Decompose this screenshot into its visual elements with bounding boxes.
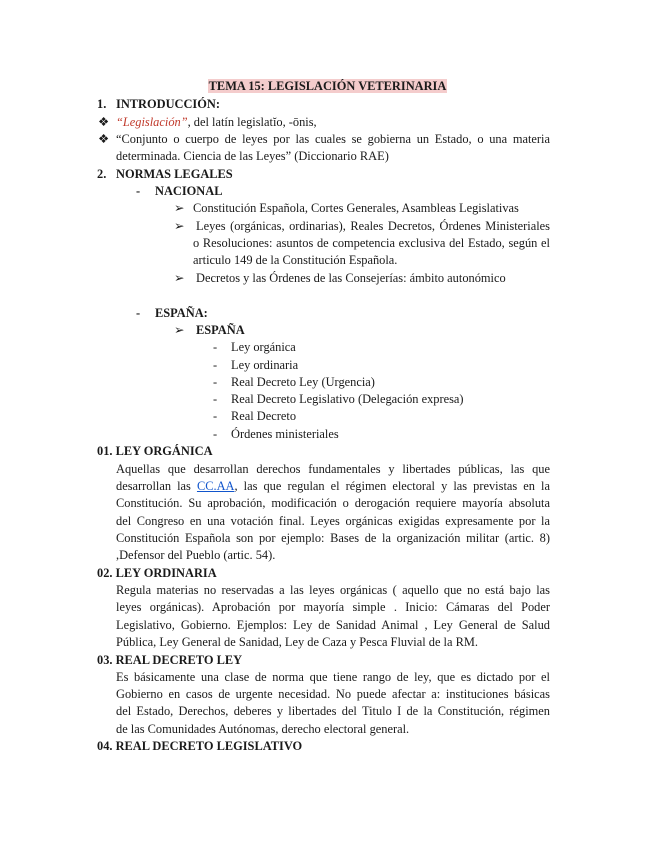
nacional-item-3: Decretos y las Órdenes de las Consejerías: ámbito autonómico — [196, 271, 506, 285]
dash-bullet: - — [213, 409, 218, 423]
diamond-bullet-icon: ❖ — [98, 132, 110, 146]
section-03-line: del Estado, Derechos, deberes y libertades del Titulo I de la Constitución, régimen — [116, 704, 550, 718]
section-04-heading: 04. REAL DECRETO LEGISLATIVO — [97, 739, 303, 753]
section-03-heading: 03. REAL DECRETO LEY — [97, 653, 243, 667]
section-01-line: del Congreso en una votación final. Leyes orgánicas exigidas expresamente por la — [116, 514, 550, 528]
section-03-line: de las Comunidades Autónomas, derecho electoral general. — [116, 722, 410, 736]
nacional-heading: NACIONAL — [155, 184, 223, 198]
espana-heading: ESPAÑA: — [155, 306, 208, 320]
intro-bullet-2-line1: “Conjunto o cuerpo de leyes por las cuales se gobierna un Estado, o una materia — [116, 132, 550, 146]
intro-heading: INTRODUCCIÓN: — [116, 97, 220, 111]
espana-subheading: ESPAÑA — [196, 323, 245, 337]
section-01-line: ,Defensor del Pueblo (artic. 54). — [116, 548, 276, 562]
dash-bullet: - — [213, 375, 218, 389]
section-03-line: Gobierno en casos de urgente necesidad. No puede afectar a: instituciones básicas — [116, 687, 550, 701]
dash-bullet: - — [213, 392, 218, 406]
nacional-item-2-line3: articulo 149 de la Constitución Española. — [193, 253, 398, 267]
nacional-item-1: Constitución Española, Cortes Generales, Asambleas Legislativas — [193, 201, 519, 215]
section-02-line: Legislativo, Gobierno. Ejemplos: Ley de Sanidad Animal , Ley General de Salud — [116, 618, 550, 632]
section-01-line: desarrollan las CC.AA, las que regulan el régimen electoral y las previstas en la — [116, 479, 550, 493]
normas-number: 2. — [97, 167, 107, 181]
dash-bullet: - — [136, 306, 141, 320]
section-01-line: Aquellas que desarrollan derechos fundamentales y libertades públicas, las que — [116, 462, 550, 476]
legislacion-term: “Legislación” — [116, 115, 188, 129]
nacional-item-2-line1: Leyes (orgánicas, ordinarias), Reales Decretos, Órdenes Ministeriales — [196, 219, 550, 233]
dash-bullet: - — [213, 340, 218, 354]
intro-bullet-1: “Legislación”, del latín legislatĭo, -ōnis, — [116, 115, 317, 129]
section-02-line: Pública, Ley General de Sanidad, Ley de Caza y Pesca Fluvial de la RM. — [116, 635, 478, 649]
arrow-bullet-icon: ➢ — [174, 201, 185, 215]
section-01-heading: 01. LEY ORGÁNICA — [97, 444, 213, 458]
espana-item: Real Decreto Ley (Urgencia) — [231, 375, 375, 389]
arrow-bullet-icon: ➢ — [174, 271, 185, 285]
section-02-line: leyes orgánicas). Aprobación por mayoría simple . Inicio: Cámaras del Poder — [116, 600, 550, 614]
dash-bullet: - — [213, 427, 218, 441]
page-title: TEMA 15: LEGISLACIÓN VETERINARIA — [208, 79, 447, 93]
intro-number: 1. — [97, 97, 107, 111]
section-02-heading: 02. LEY ORDINARIA — [97, 566, 217, 580]
espana-item: Órdenes ministeriales — [231, 427, 339, 441]
espana-item: Ley orgánica — [231, 340, 296, 354]
section-01-line: Constitución. Su aprobación, modificación o derogación requiere mayoría absoluta — [116, 496, 550, 510]
intro-bullet-2-line2: determinada. Ciencia de las Leyes” (Diccionario RAE) — [116, 149, 389, 163]
section-03-line: Es básicamente una clase de norma que tiene rango de ley, que es dictado por el — [116, 670, 550, 684]
normas-heading: NORMAS LEGALES — [116, 167, 233, 181]
diamond-bullet-icon: ❖ — [98, 115, 110, 129]
ccaa-link[interactable]: CC.AA — [196, 479, 235, 493]
dash-bullet: - — [136, 184, 141, 198]
section-01-line: Constitución Española son por ejemplo: Bases de la organización militar (artic. 8) — [116, 531, 550, 545]
dash-bullet: - — [213, 358, 218, 372]
arrow-bullet-icon: ➢ — [174, 219, 185, 233]
espana-item: Real Decreto Legislativo (Delegación expresa) — [231, 392, 464, 406]
nacional-item-2-line2: o Resoluciones: asuntos de competencia exclusiva del Estado, según el — [193, 236, 550, 250]
espana-item: Real Decreto — [231, 409, 297, 423]
section-02-line: Regula materias no reservadas a las leyes orgánicas ( aquello que no está bajo las — [116, 583, 550, 597]
arrow-bullet-icon: ➢ — [174, 323, 185, 337]
espana-item: Ley ordinaria — [231, 358, 299, 372]
